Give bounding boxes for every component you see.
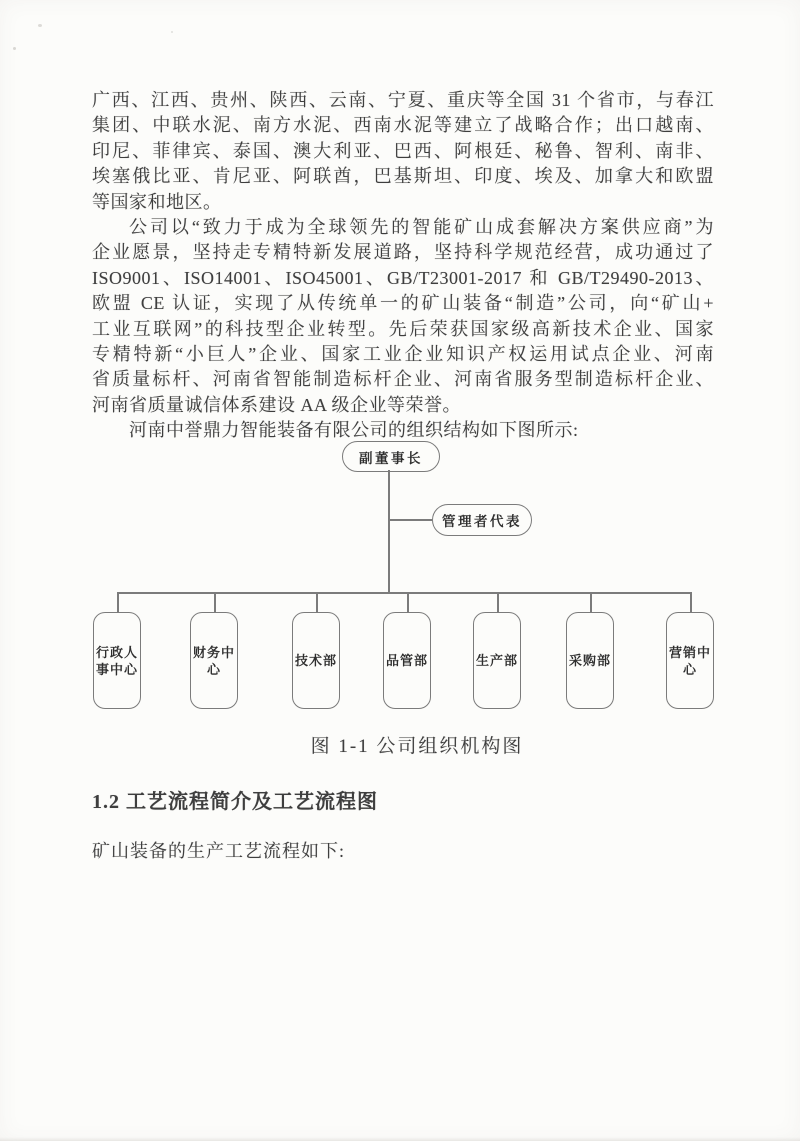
connector-stub bbox=[117, 592, 119, 613]
paragraph-2 bbox=[92, 215, 714, 418]
text-line: 欧盟 CE 认证，实现了从传统单一的矿山装备“制造”公司，向“矿山+ bbox=[92, 293, 714, 314]
text-line: 河南省质量诚信体系建设 AA 级企业等荣誉。 bbox=[92, 394, 462, 415]
text-line: 工业互联网”的科技型企业转型。先后荣获国家级高新技术企业、国家 bbox=[92, 318, 714, 339]
scan-edge-shade bbox=[0, 1137, 800, 1141]
org-box-department: 生产部 bbox=[473, 612, 521, 709]
org-chart bbox=[0, 440, 800, 720]
text-line: 集团、中联水泥、南方水泥、西南水泥等建立了战略合作；出口越南、 bbox=[92, 115, 714, 136]
section-heading: 1.2 工艺流程简介及工艺流程图 bbox=[92, 791, 378, 813]
org-box-staff: 管理者代表 bbox=[432, 504, 532, 536]
scan-speck bbox=[171, 31, 173, 33]
connector-line bbox=[388, 519, 432, 521]
connector-stub bbox=[497, 592, 499, 613]
connector-stub bbox=[316, 592, 318, 613]
scan-speck bbox=[38, 24, 42, 27]
org-box-root: 副董事长 bbox=[342, 441, 440, 472]
org-box-department: 品管部 bbox=[383, 612, 431, 709]
paragraph-1 bbox=[92, 88, 714, 215]
connector-stub bbox=[214, 592, 216, 613]
scan-speck bbox=[13, 47, 16, 50]
text-line: ISO9001、ISO14001、ISO45001、GB/T23001-2017 和 GB/T29490-2013、 bbox=[92, 267, 714, 288]
paragraph-4: 矿山装备的生产工艺流程如下: bbox=[92, 841, 345, 861]
text-line: 等国家和地区。 bbox=[92, 191, 222, 212]
org-box-department: 采购部 bbox=[566, 612, 614, 709]
figure-caption: 图 1-1 公司组织机构图 bbox=[310, 736, 524, 757]
text-line: 河南中誉鼎力智能装备有限公司的组织结构如下图所示: bbox=[129, 420, 579, 441]
body-text bbox=[92, 88, 714, 444]
org-box-department: 技术部 bbox=[292, 612, 340, 709]
connector-line bbox=[388, 470, 390, 592]
text-line: 企业愿景，坚持走专精特新发展道路，坚持科学规范经营，成功通过了 bbox=[92, 242, 714, 263]
connector-line bbox=[117, 592, 691, 594]
connector-stub bbox=[407, 592, 409, 613]
text-line: 专精特新“小巨人”企业、国家工业企业知识产权运用试点企业、河南 bbox=[92, 344, 714, 365]
text-line: 省质量标杆、河南省智能制造标杆企业、河南省服务型制造标杆企业、 bbox=[92, 369, 714, 390]
text-line: 印尼、菲律宾、泰国、澳大利亚、巴西、阿根廷、秘鲁、智利、南非、 bbox=[92, 140, 714, 161]
connector-stub bbox=[590, 592, 592, 613]
text-line: 公司以“致力于成为全球领先的智能矿山成套解决方案供应商”为 bbox=[129, 217, 714, 238]
org-box-department: 财务中心 bbox=[190, 612, 238, 709]
org-box-department: 行政人事中心 bbox=[93, 612, 141, 709]
connector-stub bbox=[690, 592, 692, 613]
text-line: 埃塞俄比亚、肯尼亚、阿联酋，巴基斯坦、印度、埃及、加拿大和欧盟 bbox=[92, 166, 714, 187]
org-box-department: 营销中心 bbox=[666, 612, 714, 709]
text-line: 广西、江西、贵州、陕西、云南、宁夏、重庆等全国 31 个省市，与春江 bbox=[92, 90, 714, 110]
